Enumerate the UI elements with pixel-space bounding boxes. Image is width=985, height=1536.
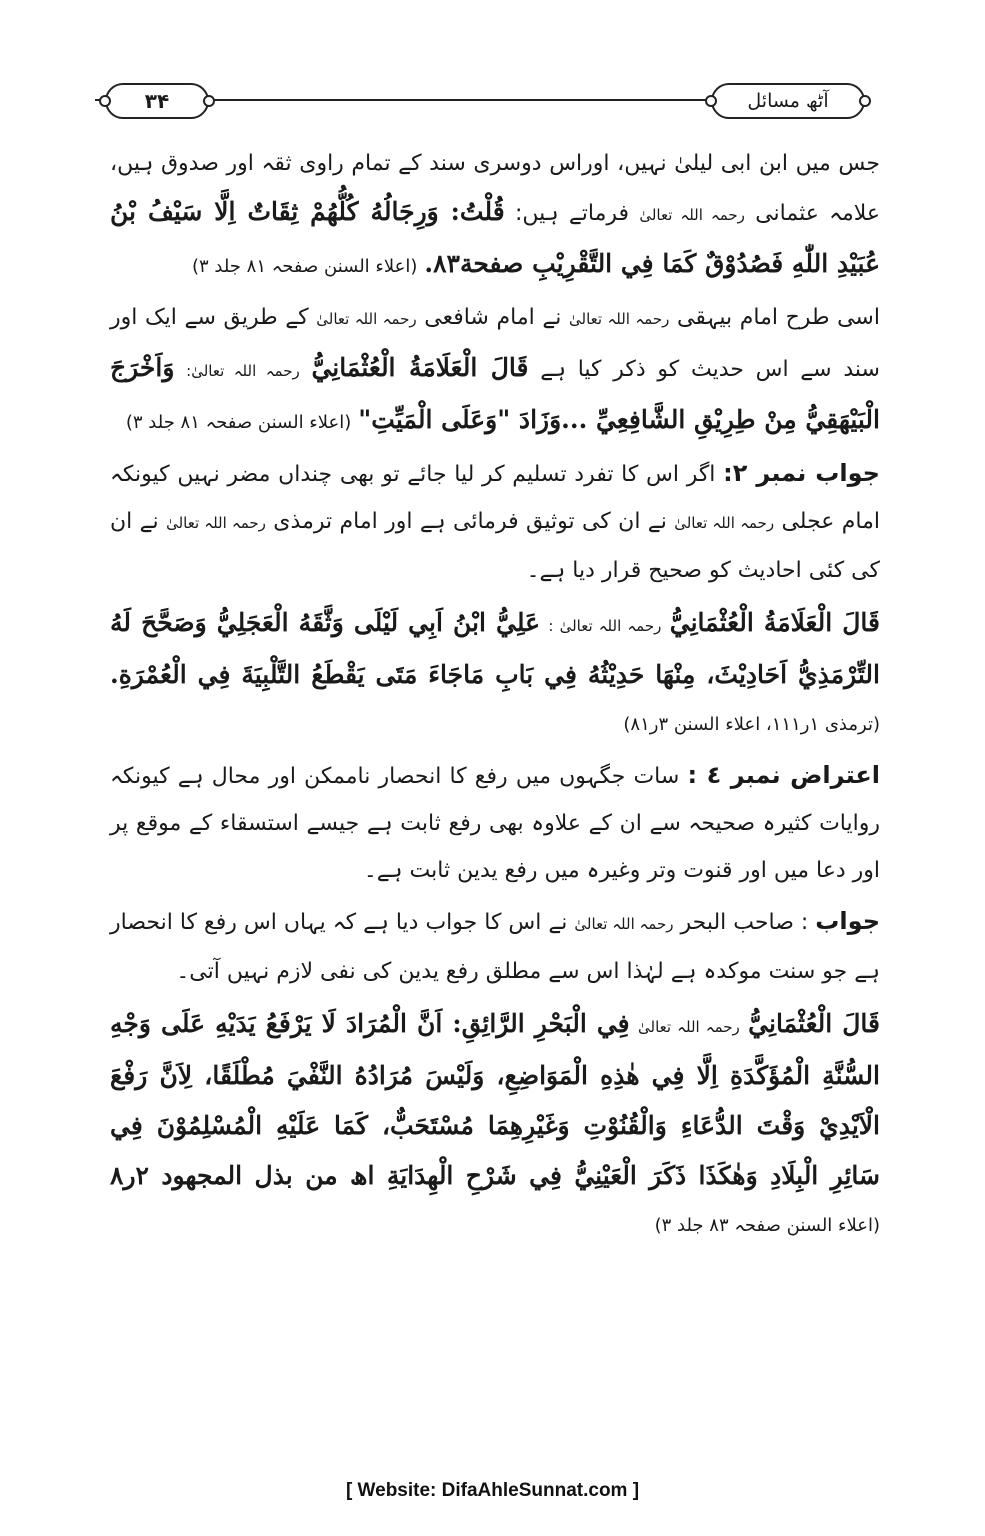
says-text: فرماتے ہیں: [514,201,630,226]
book-title: آٹھ مسائل [711,83,865,119]
honorific: رحمہ اللہ تعالیٰ: [186,362,300,380]
paragraph-6 [110,898,880,995]
p3-text: اگر اس کا تفرد تسلیم کر لیا جائے تو بھی چنداں مضر نہیں کیونکہ امام عجلی [110,462,881,534]
reference-2: (اعلاء السنن صفحہ ۸۱ جلد ۳) [125,412,352,433]
website-footer: [ Website: DifaAhleSunnat.com ] [345,1480,640,1501]
page-header [95,75,865,125]
arabic-quote-7a: قَالَ الْعُثْمَانِيُّ [748,1009,880,1038]
p6-text-2: نے اس کا جواب دیا ہے کہ یہاں اس رفع کا انحصار ہے جو سنت موکدہ ہے لہٰذا اس سے مطلق رفع یدین کی نفی لازم نہیں آتی۔ [110,910,880,984]
objection-4-heading: اعتراض نمبر ٤ : [687,761,880,789]
paragraph-5 [110,752,880,894]
arabic-quote-4b: عَلِيُّ ابْنُ اَبِي لَيْلَى وَثَّقَهُ الْعَجَلِيُّ وَصَحَّحَ لَهُ التِّرْمَذِيُّ اَحَادِيْثَ، مِنْهَا حَدِيْثُهُ فِي بَابِ مَاجَاءَ مَتَى يَقْطَعُ التَّلْبِيَةَ فِي الْعُمْرَةِ. [110,608,880,689]
answer-2-heading: جواب نمبر ۲: [723,459,880,487]
page-number: ۳۴ [105,83,209,119]
paragraph-3 [110,450,880,594]
answer-heading: جواب [815,907,880,935]
honorific: رحمہ اللہ تعالیٰ [316,310,417,328]
p3-text-2: نے ان کی توثیق فرمائی ہے اور امام ترمذی [273,509,667,534]
honorific: رحمہ اللہ تعالیٰ [569,310,670,328]
arabic-quote-4a: قَالَ الْعَلَامَةُ الْعُثْمَانِيُّ [669,608,880,637]
honorific: رحمہ اللہ تعالیٰ [574,915,674,933]
reference-7: (اعلاء السنن صفحہ ۸۳ جلد ۳) [654,1215,880,1236]
arabic-quote-2a: قَالَ الْعَلَامَةُ الْعُثْمَانِيُّ [311,353,529,382]
arabic-quote-7b: فِي الْبَحْرِ الرَّائِقِ: اَنَّ الْمُرَادَ لَا يَرْفَعُ يَدَيْهِ عَلَى وَجْهِ السُّنَّةِ الْمُؤَكَّدَةِ اِلَّا فِي هٰذِهِ الْمَوَاضِعِ، وَلَيْسَ مُرَادُهُ النَّفْيَ مُطْلَقًا، لِاَنَّ رَفْعَ الْاَيْدِيْ وَقْتَ الدُّعَاءِ وَالْقُنُوْتِ وَغَيْرِهِمَا مُسْتَحَبٌّ، كَمَا عَلَيْهِ الْمُسْلِمُوْنَ فِي سَائِرِ الْبِلَادِ وَهٰكَذَا ذَكَرَ الْعَيْنِيُّ فِي شَرْحِ الْهِدَايَةِ اھ من بذل المجھود ۲ر۸ [110,1009,880,1190]
paragraph-1 [110,140,880,290]
honorific: رحمہ اللہ تعالیٰ [638,1018,740,1036]
honorific: رحمہ اللہ تعالیٰ [674,514,775,532]
honorific: رحمہ اللہ تعالیٰ [166,514,266,532]
p2-text-2: نے امام شافعی [424,305,562,330]
p6-text: : صاحب البحر [680,910,809,935]
paragraph-2 [110,294,880,446]
reference-1: (اعلاء السنن صفحہ ۸۱ جلد ۳) [191,256,418,277]
p5-text: سات جگہوں میں رفع کا انحصار ناممکن اور محال ہے کیونکہ روایات کثیرہ صحیحہ سے ان کے علاوہ بھی رفع ثابت ہے جیسے استسقاء کے موقع پر اور دعا میں اور قنوت وتر وغیرہ میں رفع یدین ثابت ہے۔ [110,764,880,883]
p2-text: اسی طرح امام بیہقی [677,305,880,330]
p3-text-3: نے ان کی کئی احادیث کو صحیح قرار دیا ہے۔ [110,509,880,583]
line-1-text: جس میں ابن ابی لیلیٰ نہیں، اوراس دوسری سند کے تمام راوی ثقہ اور صدوق ہیں، علامہ عثمانی [110,151,881,226]
paragraph-4 [110,598,880,748]
honorific: رحمہ اللہ تعالیٰ [639,206,745,224]
arabic-quote-1: قُلْتُ: وَرِجَالُهُ كُلُّهُمْ ثِقَاتٌ اِلَّا سَيْفُ بْنُ عُبَيْدِ اللّٰهِ فَصُدُوْقٌ كَمَا فِي التَّقْرِيْبِ صفحة۸۳. [110,197,880,278]
paragraph-7 [110,999,880,1249]
arabic-quote-2b: وَاَخْرَجَ الْبَيْهَقِيُّ مِنْ طِرِيْقِ الشَّافِعِيِّ ...وَزَادَ "وَعَلَى الْمَيِّتِ" [110,353,880,434]
reference-4: (ترمذی ۱ر۱۱۱، اعلاء السنن ۳ر۸۱) [623,714,880,735]
p2-text-3: کے طریق سے ایک اور سند سے اس حدیث کو ذکر کیا ہے [110,305,880,382]
page-body [110,140,880,1249]
honorific: رحمہ اللہ تعالیٰ : [548,617,662,635]
